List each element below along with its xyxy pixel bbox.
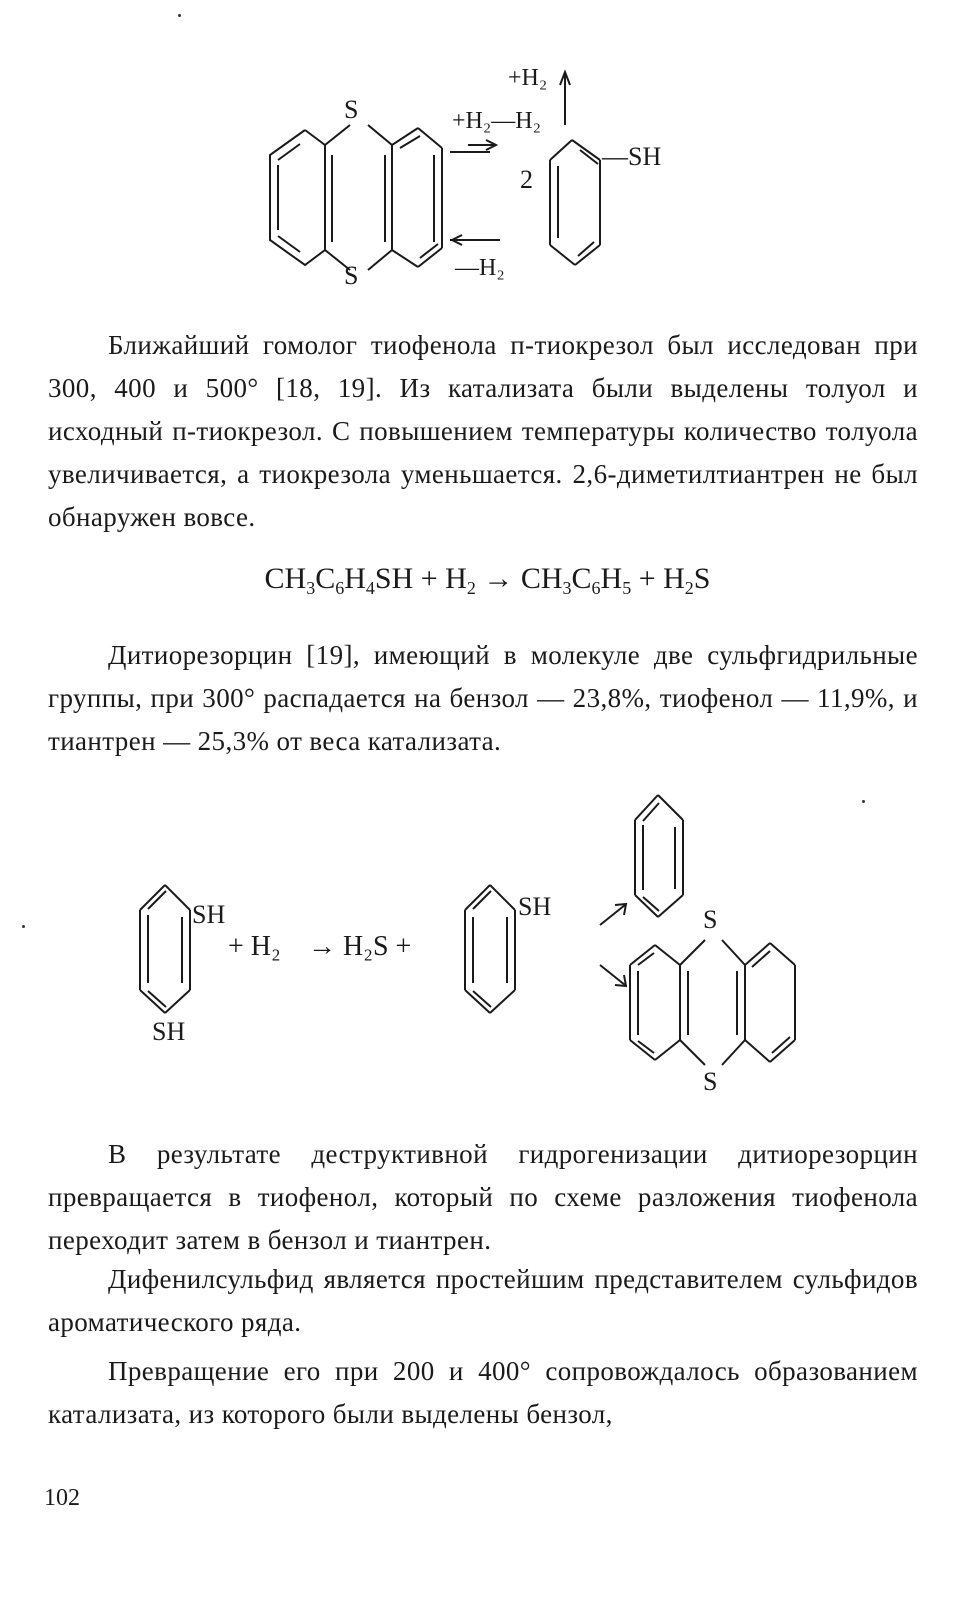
sh-group: —SH [602,142,662,171]
paragraph-thiocresol: Ближайший гомолог тиофенола п-тиокрезол был исследован при 300, 400 и 500° [18, 19]. Из катализата были выделены толуол и исходный п-тиокрезол. С повышением температуры количество толуола увеличивается, а тиокрезола уменьшается. 2,6-диметилтиантрен не был обнаружен вовсе. [48,330,918,532]
scheme-thianthrene-hydrogenation [250,60,710,290]
sh-group-top: SH [192,900,226,929]
plus-h2-label: + H₂ [228,931,281,962]
s-atom-thianthrene-bottom: S [703,1067,718,1096]
paragraph-dithioresorcinol: Дитиорезорцин [19], имеющий в молекуле две сульфгидрильные группы, при 300° распадается на бензол — 23,8%, тиофенол — 11,9%, и тиантрен — 25,3% от веса катализата. [48,640,918,756]
paragraph-diphenyl-sulfide: Дифенилсульфид является простейшим представителем сульфидов ароматического ряда. [48,1264,918,1337]
s-atom-thianthrene-top: S [703,905,718,934]
reaction-arrow: → [475,562,521,595]
page-number: 102 [44,1485,80,1511]
print-speck [178,14,181,17]
s-atom-top: S [344,95,359,124]
plus-h2-top-label: +H₂ [508,65,548,91]
sh-group-bottom: SH [152,1017,186,1046]
print-speck [22,925,25,928]
sh-group-thiophenol: SH [518,892,552,921]
arrow-h2s-label: → H₂S + [308,931,412,962]
minus-h2-label: —H₂ [455,255,505,281]
equation-thiocresol: $CH_3C_6H_4SH + H_2 \to CH_3C_6H_5 + H_2S$ [264,562,711,598]
print-speck [862,800,865,803]
scheme-dithioresorcinol [130,785,830,1105]
coefficient-2: 2 [520,165,533,194]
paragraph-conversion: Превращение его при 200 и 400° сопровождалось образованием катализата, из которого были выделены бензол, [48,1356,918,1429]
s-atom-bottom: S [344,261,359,290]
h2-h2-label: +H₂—H₂ [452,108,541,134]
paragraph-result: В результате деструктивной гидрогенизации дитиорезорцин превращается в тиофенол, который по схеме разложения тиофенола переходит затем в бензол и тиантрен. [48,1139,918,1255]
